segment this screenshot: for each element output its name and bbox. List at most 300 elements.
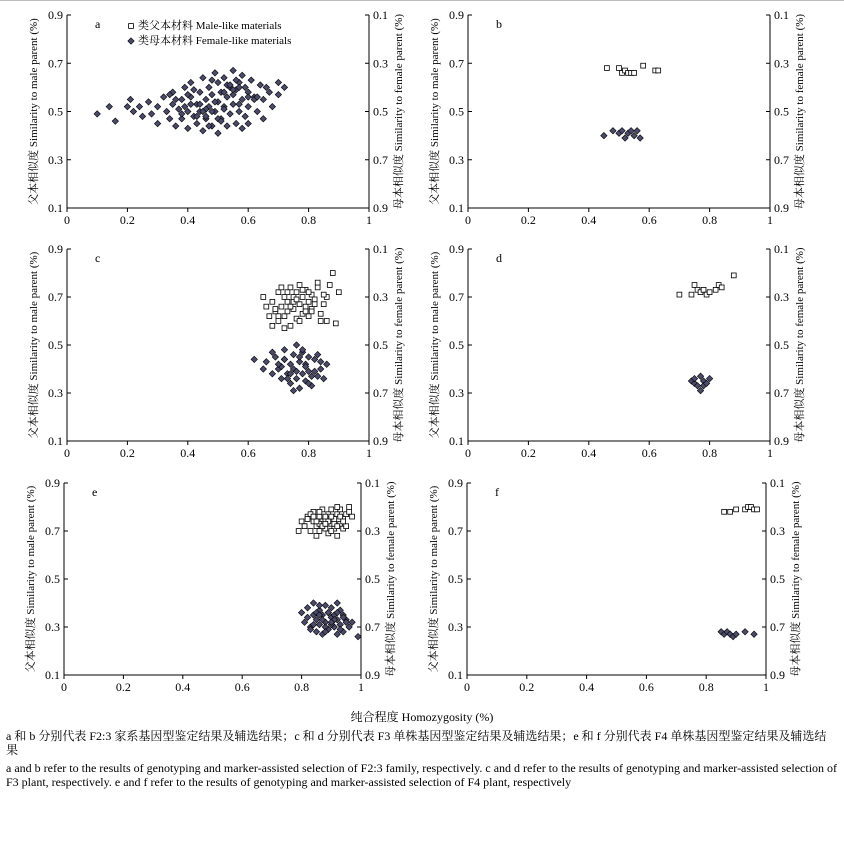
y-right-tick-label: 0.9 — [770, 668, 785, 682]
data-point — [317, 514, 322, 519]
y-right-tick-label: 0.1 — [365, 476, 380, 490]
x-axis-title: 纯合程度 Homozygosity (%) — [350, 710, 494, 724]
series-female-like — [688, 373, 713, 394]
data-point — [707, 290, 712, 295]
data-point — [317, 509, 322, 514]
x-tick-label: 0.6 — [234, 680, 250, 694]
data-point — [273, 307, 278, 312]
data-point — [215, 130, 221, 136]
data-point — [112, 118, 118, 124]
caption-zh-text: a 和 b 分别代表 F2:3 家系基因型鉴定结果及辅选结果；c 和 d 分别代表 F3 单株基因型鉴定结果及辅选结果；e 和 f 分别代表 F4 单株基因型鉴定结果及辅选结果 — [6, 729, 827, 757]
data-point — [617, 66, 622, 71]
y-left-tick-label: 0.1 — [45, 668, 60, 682]
y-left-tick-label: 0.7 — [449, 290, 464, 304]
data-point — [347, 509, 352, 514]
data-point — [722, 509, 727, 514]
legend-male-label: 类父本材料 Male-like materials — [138, 20, 282, 32]
data-point — [689, 292, 694, 297]
series-female-like — [298, 600, 361, 640]
y-left-tick-label: 0.1 — [449, 434, 464, 448]
data-point — [282, 295, 287, 300]
data-point — [350, 514, 355, 519]
legend-female-label: 类母本材料 Female-like materials — [138, 35, 292, 47]
data-point — [305, 354, 311, 360]
data-point — [261, 295, 266, 300]
data-point — [296, 385, 302, 391]
data-point — [260, 116, 266, 122]
data-point — [347, 505, 352, 510]
data-point — [290, 387, 296, 393]
x-tick-label: 1 — [767, 213, 773, 227]
data-point — [298, 609, 304, 615]
data-point — [341, 519, 346, 524]
data-point — [279, 304, 284, 309]
data-point — [209, 91, 215, 97]
x-tick-label: 0.8 — [698, 680, 714, 694]
data-point — [127, 96, 133, 102]
y-right-axis-title: 母本相似度 Similarity to female parent (%) — [385, 481, 397, 677]
data-point — [269, 103, 275, 109]
y-left-tick-label: 0.9 — [448, 476, 463, 490]
y-left-tick-label: 0.9 — [449, 242, 464, 256]
x-tick-label: 0.8 — [702, 446, 718, 460]
data-point — [275, 79, 281, 85]
data-point — [233, 120, 239, 126]
x-tick-label: 1 — [763, 680, 769, 694]
y-left-tick-label: 0.5 — [449, 338, 464, 352]
data-point — [269, 371, 275, 377]
data-point — [282, 326, 287, 331]
caption-chinese — [6, 729, 838, 757]
data-point — [166, 116, 172, 122]
data-point — [605, 66, 610, 71]
data-point — [191, 87, 197, 93]
data-point — [160, 94, 166, 100]
x-tick-label: 0 — [64, 446, 70, 460]
data-point — [312, 302, 317, 307]
data-point — [677, 292, 682, 297]
data-point — [288, 304, 293, 309]
y-right-tick-label: 0.3 — [774, 56, 789, 71]
y-left-tick-label: 0.3 — [448, 620, 463, 634]
data-point — [335, 505, 340, 510]
data-point — [288, 285, 293, 290]
panel-label: d — [496, 251, 502, 265]
y-right-tick-label: 0.7 — [365, 620, 380, 634]
x-tick-label: 0.8 — [702, 213, 718, 227]
data-point — [321, 375, 327, 381]
data-point — [742, 629, 748, 635]
series-male-like — [296, 505, 354, 539]
data-point — [637, 135, 643, 141]
y-right-tick-label: 0.1 — [774, 242, 789, 256]
x-tick-label: 0.6 — [638, 680, 654, 694]
series-male-like — [722, 505, 760, 515]
x-tick-label: 0.2 — [119, 446, 135, 460]
data-point — [315, 280, 320, 285]
x-tick-label: 0.6 — [641, 446, 657, 460]
data-point — [173, 123, 179, 129]
data-point — [731, 273, 736, 278]
data-point — [188, 101, 194, 107]
data-point — [230, 101, 236, 107]
y-right-tick-label: 0.7 — [373, 152, 388, 167]
x-tick-label: 0 — [465, 213, 471, 227]
y-right-tick-label: 0.9 — [373, 201, 388, 215]
y-right-axis-title: 母本相似度 Similarity to female parent (%) — [393, 13, 405, 210]
data-point — [179, 96, 185, 102]
y-right-tick-label: 0.3 — [373, 290, 388, 304]
data-point — [610, 128, 616, 134]
legend — [128, 18, 292, 47]
data-point — [308, 529, 313, 534]
y-right-tick-label: 0.3 — [365, 524, 380, 538]
data-point — [306, 299, 311, 304]
data-point — [227, 111, 233, 117]
data-point — [309, 309, 314, 314]
x-tick-label: 0.8 — [301, 213, 317, 227]
y-left-tick-label: 0.3 — [45, 620, 60, 634]
data-point — [294, 297, 299, 302]
data-point — [124, 103, 130, 109]
data-point — [313, 629, 319, 635]
data-point — [329, 514, 334, 519]
x-tick-label: 1 — [767, 446, 773, 460]
y-left-tick-label: 0.3 — [48, 152, 63, 167]
series-female-like — [718, 629, 757, 640]
data-point — [281, 84, 287, 90]
x-tick-label: 0.2 — [115, 680, 131, 694]
y-right-tick-label: 0.7 — [770, 620, 785, 634]
x-tick-label: 0.6 — [240, 446, 256, 460]
x-tick-label: 0.6 — [641, 213, 657, 227]
y-right-tick-label: 0.9 — [774, 434, 789, 448]
data-point — [299, 371, 305, 377]
y-right-tick-label: 0.9 — [373, 434, 388, 448]
data-point — [94, 111, 100, 117]
y-left-tick-label: 0.5 — [48, 104, 63, 119]
data-point — [303, 304, 308, 309]
data-point — [304, 605, 310, 611]
y-left-tick-label: 0.7 — [48, 290, 63, 304]
data-point — [254, 108, 260, 114]
data-point — [139, 113, 145, 119]
data-point — [197, 89, 203, 95]
data-point — [285, 309, 290, 314]
data-point — [209, 77, 215, 83]
data-point — [601, 132, 607, 138]
x-tick-label: 0 — [64, 213, 70, 227]
data-point — [641, 63, 646, 68]
y-left-tick-label: 0.9 — [449, 8, 464, 22]
y-left-tick-label: 0.5 — [48, 338, 63, 352]
data-point — [297, 302, 302, 307]
data-point — [245, 103, 251, 109]
series-female-like — [251, 342, 330, 394]
x-tick-label: 0.4 — [180, 213, 196, 227]
series-female-like — [601, 128, 644, 142]
data-point — [312, 297, 317, 302]
legend-male-marker — [129, 24, 134, 29]
data-point — [338, 514, 343, 519]
data-point — [279, 285, 284, 290]
panel-e — [23, 476, 397, 694]
data-point — [290, 351, 296, 357]
data-point — [276, 319, 281, 324]
panel-label: b — [496, 17, 502, 31]
y-right-tick-label: 0.3 — [770, 524, 785, 538]
y-left-tick-label: 0.9 — [45, 476, 60, 490]
data-point — [245, 120, 251, 126]
y-right-axis-title: 母本相似度 Similarity to female parent (%) — [790, 481, 802, 677]
data-point — [200, 75, 206, 81]
data-point — [734, 507, 739, 512]
data-point — [318, 319, 323, 324]
data-point — [242, 113, 248, 119]
data-point — [221, 75, 227, 81]
y-right-tick-label: 0.5 — [373, 338, 388, 352]
data-point — [316, 602, 322, 608]
panel-b — [427, 8, 806, 227]
data-point — [293, 342, 299, 348]
data-point — [751, 631, 757, 637]
data-point — [656, 68, 661, 73]
data-point — [314, 533, 319, 538]
panel-label: a — [95, 17, 101, 31]
y-left-tick-label: 0.1 — [448, 668, 463, 682]
data-point — [278, 375, 284, 381]
data-point — [306, 314, 311, 319]
y-left-tick-label: 0.1 — [48, 201, 63, 215]
y-right-tick-label: 0.1 — [373, 242, 388, 256]
y-left-axis-title: 父本相似度 Similarity to male parent (%) — [28, 251, 40, 439]
data-point — [188, 79, 194, 85]
panel-f — [426, 476, 802, 694]
y-left-tick-label: 0.3 — [449, 152, 464, 167]
y-left-tick-label: 0.3 — [449, 386, 464, 400]
y-right-tick-label: 0.3 — [774, 290, 789, 304]
y-right-tick-label: 0.1 — [770, 476, 785, 490]
data-point — [194, 120, 200, 126]
data-point — [275, 91, 281, 97]
y-left-tick-label: 0.9 — [48, 8, 63, 22]
y-left-tick-label: 0.1 — [48, 434, 63, 448]
data-point — [239, 125, 245, 131]
y-left-tick-label: 0.7 — [48, 56, 63, 71]
y-right-tick-label: 0.5 — [373, 104, 388, 119]
data-point — [264, 304, 269, 309]
y-left-axis-title: 父本相似度 Similarity to male parent (%) — [429, 18, 441, 205]
data-point — [163, 108, 169, 114]
data-point — [200, 128, 206, 134]
y-left-tick-label: 0.5 — [449, 104, 464, 119]
y-left-tick-label: 0.7 — [448, 524, 463, 538]
data-point — [260, 366, 266, 372]
x-tick-label: 0.2 — [520, 213, 536, 227]
data-point — [302, 524, 307, 529]
data-point — [713, 287, 718, 292]
x-tick-label: 0.4 — [581, 213, 597, 227]
data-point — [296, 529, 301, 534]
y-left-axis-title: 父本相似度 Similarity to male parent (%) — [429, 251, 441, 439]
data-point — [333, 321, 338, 326]
data-point — [303, 309, 308, 314]
x-tick-label: 0.2 — [519, 680, 535, 694]
data-point — [317, 366, 323, 372]
data-point — [305, 517, 310, 522]
x-tick-label: 0.4 — [175, 680, 191, 694]
data-point — [311, 514, 316, 519]
y-right-tick-label: 0.7 — [774, 152, 789, 167]
data-point — [251, 356, 257, 362]
panel-d — [427, 242, 806, 460]
data-point — [154, 120, 160, 126]
data-point — [257, 82, 263, 88]
panel-label: c — [95, 251, 101, 265]
x-tick-label: 0 — [464, 680, 470, 694]
data-point — [324, 361, 330, 367]
y-right-axis-title: 母本相似度 Similarity to female parent (%) — [794, 13, 806, 210]
y-right-tick-label: 0.9 — [774, 201, 789, 215]
data-point — [245, 94, 251, 100]
data-point — [692, 283, 697, 288]
data-point — [270, 299, 275, 304]
x-tick-label: 0 — [465, 446, 471, 460]
series-female-like — [94, 67, 288, 136]
data-point — [215, 79, 221, 85]
data-point — [293, 375, 299, 381]
data-point — [206, 84, 212, 90]
data-point — [318, 311, 323, 316]
y-left-tick-label: 0.5 — [45, 572, 60, 586]
x-tick-label: 0.2 — [520, 446, 536, 460]
y-left-tick-label: 0.3 — [48, 386, 63, 400]
data-point — [276, 314, 281, 319]
data-point — [230, 67, 236, 73]
y-right-tick-label: 0.7 — [373, 386, 388, 400]
x-tick-label: 0.6 — [240, 213, 256, 227]
data-point — [336, 290, 341, 295]
series-male-like — [605, 63, 661, 75]
data-point — [239, 72, 245, 78]
data-point — [330, 271, 335, 276]
data-point — [285, 290, 290, 295]
data-point — [327, 283, 332, 288]
data-point — [701, 287, 706, 292]
y-right-tick-label: 0.5 — [770, 572, 785, 586]
data-point — [248, 77, 254, 83]
data-point — [314, 519, 319, 524]
data-point — [300, 287, 305, 292]
y-left-axis-title: 父本相似度 Similarity to male parent (%) — [25, 485, 37, 673]
data-point — [285, 299, 290, 304]
y-right-tick-label: 0.5 — [774, 338, 789, 352]
data-point — [212, 70, 218, 76]
x-tick-label: 0.2 — [119, 213, 135, 227]
data-point — [106, 103, 112, 109]
panel-c — [26, 242, 405, 460]
data-point — [315, 285, 320, 290]
y-right-tick-label: 0.5 — [365, 572, 380, 586]
data-point — [136, 103, 142, 109]
y-right-tick-label: 0.9 — [365, 668, 380, 682]
data-point — [154, 103, 160, 109]
data-point — [185, 125, 191, 131]
data-point — [148, 111, 154, 117]
data-point — [322, 602, 328, 608]
data-point — [317, 359, 323, 365]
y-right-tick-label: 0.3 — [373, 56, 388, 71]
data-point — [317, 529, 322, 534]
data-point — [297, 283, 302, 288]
x-tick-label: 0.4 — [581, 446, 597, 460]
data-point — [335, 524, 340, 529]
data-point — [288, 323, 293, 328]
data-point — [182, 84, 188, 90]
data-point — [632, 71, 637, 76]
data-point — [755, 507, 760, 512]
caption-en-text: a and b refer to the results of genotyping and marker-assisted selection of F2:3 family, respectively. c and d refer to the results of genotyping and marker-assisted selection of F3 plant, respectively. e and f refer to the results of genotyping and marker-assisted selection of F4 plant, respectively — [6, 761, 838, 789]
x-tick-label: 0.8 — [301, 446, 317, 460]
y-left-tick-label: 0.7 — [45, 524, 60, 538]
caption-english — [6, 761, 838, 789]
y-left-tick-label: 0.5 — [448, 572, 463, 586]
data-point — [297, 319, 302, 324]
data-point — [335, 533, 340, 538]
data-point — [728, 509, 733, 514]
series-male-like — [261, 271, 341, 331]
panel-label: e — [92, 485, 98, 499]
y-left-axis-title: 父本相似度 Similarity to male parent (%) — [28, 18, 40, 205]
data-point — [323, 514, 328, 519]
x-tick-label: 0.4 — [180, 446, 196, 460]
data-point — [300, 295, 305, 300]
data-point — [355, 633, 361, 639]
data-point — [263, 359, 269, 365]
y-left-tick-label: 0.1 — [449, 201, 464, 215]
y-right-tick-label: 0.1 — [774, 8, 789, 22]
data-point — [329, 529, 334, 534]
data-point — [306, 290, 311, 295]
y-left-axis-title: 父本相似度 Similarity to male parent (%) — [428, 485, 440, 673]
data-point — [224, 123, 230, 129]
series-male-like — [677, 273, 736, 297]
data-point — [281, 347, 287, 353]
y-right-tick-label: 0.7 — [774, 386, 789, 400]
data-point — [324, 319, 329, 324]
x-tick-label: 1 — [366, 446, 372, 460]
data-point — [282, 314, 287, 319]
x-tick-label: 1 — [366, 213, 372, 227]
x-tick-label: 0.8 — [294, 680, 310, 694]
data-point — [299, 519, 304, 524]
y-right-tick-label: 0.5 — [774, 104, 789, 119]
data-point — [719, 285, 724, 290]
data-point — [329, 507, 334, 512]
panel-a — [26, 8, 405, 227]
y-left-tick-label: 0.9 — [48, 242, 63, 256]
y-right-tick-label: 0.1 — [373, 8, 388, 22]
data-point — [236, 108, 242, 114]
data-point — [267, 314, 272, 319]
data-point — [203, 96, 209, 102]
legend-female-marker — [128, 38, 134, 44]
data-point — [276, 290, 281, 295]
data-point — [321, 302, 326, 307]
data-point — [294, 290, 299, 295]
data-point — [344, 524, 349, 529]
data-point — [145, 99, 151, 105]
